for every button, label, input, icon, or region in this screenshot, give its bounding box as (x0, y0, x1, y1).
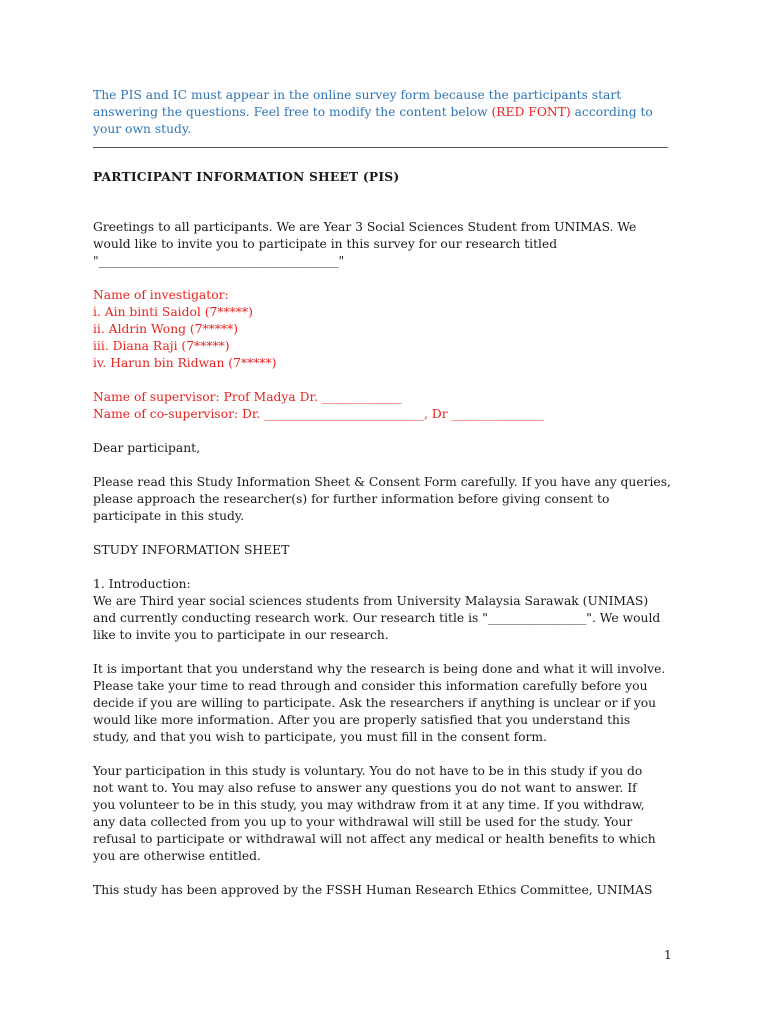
horizontal-rule (93, 147, 668, 149)
investigator-name: iv. Harun bin Ridwan (7*****) (93, 356, 277, 370)
greeting-paragraph (93, 219, 683, 270)
note-line-text: answering the questions. Feel free to modify the content below (93, 105, 488, 119)
note-line-text: according to (570, 105, 653, 119)
understanding-paragraph (93, 661, 683, 746)
introduction-section (93, 576, 683, 644)
voluntary-line: Your participation in this study is voluntary. You do not have to be in this study if you do (93, 764, 643, 778)
voluntary-paragraph (93, 763, 683, 865)
introduction-line: like to invite you to participate in our research. (93, 628, 389, 642)
voluntary-line: you volunteer to be in this study, you may withdraw from it at any time. If you withdraw, (93, 798, 645, 812)
greeting-line: Greetings to all participants. We are Year 3 Social Sciences Student from UNIMAS. We (93, 220, 637, 234)
instruction-note (93, 87, 683, 138)
investigator-label: Name of investigator: (93, 288, 229, 302)
voluntary-line: not want to. You may also refuse to answer any questions you do not want to answer. If (93, 781, 637, 795)
investigator-name: iii. Diana Raji (7*****) (93, 339, 230, 353)
understanding-line: would like more information. After you are properly satisfied that you understand this (93, 713, 631, 727)
voluntary-line: refusal to participate or withdrawal will not affect any medical or health benefits to which (93, 832, 656, 846)
supervisor-line: Name of supervisor: Prof Madya Dr. _____________ (93, 390, 402, 404)
investigator-list (93, 287, 683, 372)
pis-heading: PARTICIPANT INFORMATION SHEET (PIS) (93, 169, 400, 184)
red-font-label: (RED FONT) (491, 105, 571, 119)
study-info-heading: STUDY INFORMATION SHEET (93, 543, 290, 557)
introduction-line: and currently conducting research work. Our research title is "________________". We would (93, 611, 661, 625)
instructions-line: participate in this study. (93, 509, 245, 523)
instructions-paragraph (93, 474, 683, 525)
understanding-line: study, and that you wish to participate, you must fill in the consent form. (93, 730, 547, 744)
voluntary-line: any data collected from you up to your withdrawal will still be used for the study. Your (93, 815, 633, 829)
understanding-line: decide if you are willing to participate. Ask the researchers if anything is unclear or if you (93, 696, 657, 710)
note-line: The PIS and IC must appear in the online survey form because the participants start (93, 88, 622, 102)
salutation: Dear participant, (93, 441, 201, 455)
research-title-blank: "_______________________________________" (93, 254, 345, 268)
voluntary-line: you are otherwise entitled. (93, 849, 261, 863)
investigator-name: ii. Aldrin Wong (7*****) (93, 322, 239, 336)
instructions-line: Please read this Study Information Sheet & Consent Form carefully. If you have any queries, (93, 475, 671, 489)
document-content (93, 87, 683, 899)
co-supervisor-line: Name of co-supervisor: Dr. __________________________, Dr _______________ (93, 407, 544, 421)
instructions-line: please approach the researcher(s) for further information before giving consent to (93, 492, 610, 506)
approval-statement: This study has been approved by the FSSH Human Research Ethics Committee, UNIMAS (93, 883, 653, 897)
investigator-name: i. Ain binti Saidol (7*****) (93, 305, 253, 319)
page-number: 1 (664, 948, 672, 962)
understanding-line: It is important that you understand why the research is being done and what it will involve. (93, 662, 666, 676)
introduction-line: We are Third year social sciences students from University Malaysia Sarawak (UNIMAS) (93, 594, 649, 608)
understanding-line: Please take your time to read through and consider this information carefully before you (93, 679, 648, 693)
supervisor-block (93, 389, 683, 423)
note-line: your own study. (93, 122, 192, 136)
note-line (93, 104, 683, 121)
introduction-title: 1. Introduction: (93, 577, 191, 591)
greeting-line: would like to invite you to participate in this survey for our research titled (93, 237, 558, 251)
